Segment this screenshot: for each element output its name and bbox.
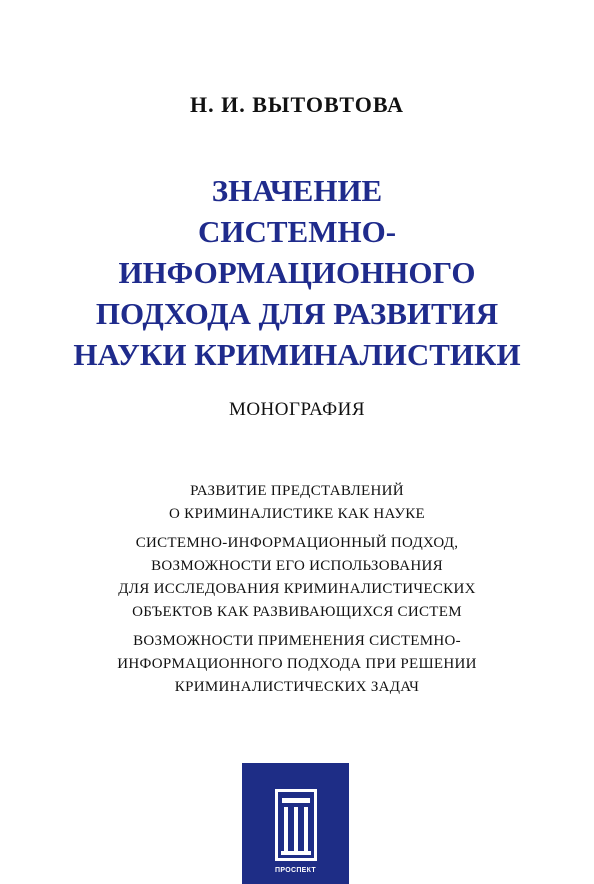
title-line: СИСТЕМНО-ИНФОРМАЦИОННОГО xyxy=(118,214,476,290)
genre-label: МОНОГРАФИЯ xyxy=(228,399,366,420)
contents-line: ВОЗМОЖНОСТИ ЕГО ИСПОЛЬЗОВАНИЯ xyxy=(151,558,443,574)
title-line: ЗНАЧЕНИЕ xyxy=(211,173,383,208)
contents-line: СИСТЕМНО-ИНФОРМАЦИОННЫЙ ПОДХОД, xyxy=(135,535,459,551)
contents-line: РАЗВИТИЕ ПРЕДСТАВЛЕНИЙ xyxy=(190,483,404,499)
contents-list xyxy=(40,480,554,705)
publisher-logo xyxy=(242,763,349,884)
contents-line: КРИМИНАЛИСТИЧЕСКИХ ЗАДАЧ xyxy=(174,679,420,695)
author-name: Н. И. ВЫТОВТОВА xyxy=(189,92,405,117)
columned-building-icon xyxy=(242,763,349,884)
contents-line: ВОЗМОЖНОСТИ ПРИМЕНЕНИЯ СИСТЕМНО- xyxy=(133,633,461,649)
contents-line: ОБЪЕКТОВ КАК РАЗВИВАЮЩИХСЯ СИСТЕМ xyxy=(132,604,462,620)
contents-line: ИНФОРМАЦИОННОГО ПОДХОДА ПРИ РЕШЕНИИ xyxy=(117,656,477,672)
book-title xyxy=(20,170,574,375)
contents-section xyxy=(40,480,554,526)
title-line: ПОДХОДА ДЛЯ РАЗВИТИЯ xyxy=(95,296,499,331)
contents-section xyxy=(40,532,554,624)
title-line: НАУКИ КРИМИНАЛИСТИКИ xyxy=(73,337,521,372)
publisher-name: ПРОСПЕКТ xyxy=(275,867,316,874)
contents-line: О КРИМИНАЛИСТИКЕ КАК НАУКЕ xyxy=(168,506,426,522)
contents-line: ДЛЯ ИССЛЕДОВАНИЯ КРИМИНАЛИСТИЧЕСКИХ xyxy=(118,581,476,597)
contents-section xyxy=(40,630,554,699)
